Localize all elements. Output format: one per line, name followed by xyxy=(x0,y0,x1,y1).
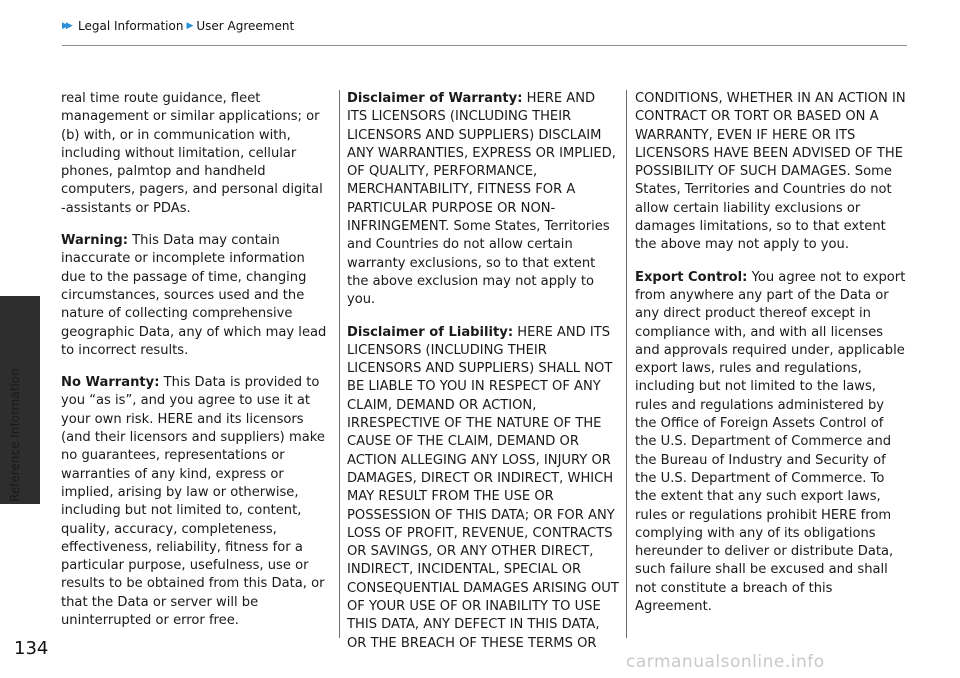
no-warranty-paragraph xyxy=(61,374,331,630)
export-control-paragraph xyxy=(635,269,907,617)
export-control-heading: Export Control: xyxy=(635,269,748,285)
warning-heading: Warning: xyxy=(61,233,129,249)
warning-text: This Data may contain inaccurate or incomplete information due to the passage of time, changing circumstances, sources used and the nature of collecting comprehensive geographic Data, any of which may lead to incorrect results. xyxy=(61,233,327,358)
text-column-3 xyxy=(635,90,907,630)
column-divider xyxy=(339,90,340,638)
paragraph-text: real time route guidance, fleet management or similar applications; or (b) with, or in communication with, including without limitation, cellular phones, palmtop and handheld computers, pagers, and personal digital -assistants or PDAs. xyxy=(61,91,323,216)
breadcrumb-item-user-agreement[interactable]: User Agreement xyxy=(196,19,295,33)
paragraph-text: CONDITIONS, WHETHER IN AN ACTION IN CONTRACT OR TORT OR BASED ON A WARRANTY, EVEN IF HERE OR ITS LICENSORS HAVE BEEN ADVISED OF THE POSSIBILITY OF SUCH DAMAGES. Some States, Territories and Countries do not allow certain liability exclusions or damages limitations, so to that extent the above may not apply to you. xyxy=(635,91,906,253)
page-number: 134 xyxy=(14,638,49,659)
breadcrumb xyxy=(62,19,294,33)
text-column-2 xyxy=(347,90,619,667)
disclaimer-warranty-text: HERE AND ITS LICENSORS (INCLUDING THEIR LICENSORS AND SUPPLIERS) DISCLAIM ANY WARRANTIES, EXPRESS OR IMPLIED, OF QUALITY, PERFORMANCE, MERCHANTABILITY, FITNESS FOR A PARTICULAR PURPOSE OR NON-INFRINGEMENT. Some States, Territories and Countries do not allow certain warranty exclusions, so to that extent the above exclusion may not apply to you. xyxy=(347,91,616,308)
paragraph xyxy=(61,90,331,218)
header-divider xyxy=(62,45,907,46)
column-divider xyxy=(626,90,627,638)
disclaimer-liability-paragraph xyxy=(347,324,619,653)
disclaimer-warranty-heading: Disclaimer of Warranty: xyxy=(347,91,523,106)
arrow-icon: ▶ xyxy=(186,21,194,31)
export-control-text: You agree not to export from anywhere any part of the Data or any direct product thereof except in compliance with, and with all licenses and approvals required under, applicable export laws, rules and regulations, including but not limited to the laws, rules and regulations administered by the Office of Foreign Assets Control of the U.S. Department of Commerce and the Bureau of Industry and Security of the U.S. Department of Commerce. To the extent that any such export laws, rules or regulations prohibit HERE from complying with any of its obligations hereunder to deliver or distribute Data, such failure shall be excused and shall not constitute a breach of this Agreement. xyxy=(635,269,906,615)
section-side-label: Reference Information xyxy=(8,368,22,502)
no-warranty-text: This Data is provided to you “as is”, and you agree to use it at your own risk. HERE and its licensors (and their licensors and suppliers) make no guarantees, representations or warranties of any kind, express or implied, arising by law or otherwise, including but not limited to, content, quality, accuracy, completeness, effectiveness, reliability, fitness for a particular purpose, usefulness, use or results to be obtained from this Data, or that the Data or server will be uninterrupted or error free. xyxy=(61,375,325,629)
disclaimer-liability-heading: Disclaimer of Liability: xyxy=(347,324,514,340)
disclaimer-liability-text: HERE AND ITS LICENSORS (INCLUDING THEIR LICENSORS AND SUPPLIERS) SHALL NOT BE LIABLE TO YOU IN RESPECT OF ANY CLAIM, DEMAND OR ACTION, IRRESPECTIVE OF THE NATURE OF THE CAUSE OF THE CLAIM, DEMAND OR ACTION ALLEGING ANY LOSS, INJURY OR DAMAGES, DIRECT OR INDIRECT, WHICH MAY RESULT FROM THE USE OR POSSESSION OF THIS DATA; OR FOR ANY LOSS OF PROFIT, REVENUE, CONTRACTS OR SAVINGS, OR ANY OTHER DIRECT, INDIRECT, INCIDENTAL, SPECIAL OR CONSEQUENTIAL DAMAGES ARISING OUT OF YOUR USE OF OR INABILITY TO USE THIS DATA, ANY DEFECT IN THIS DATA, OR THE BREACH OF THESE TERMS OR xyxy=(347,324,619,651)
watermark: carmanualsonline.info xyxy=(626,652,825,672)
paragraph xyxy=(635,90,907,255)
warning-paragraph xyxy=(61,232,331,360)
disclaimer-warranty-paragraph xyxy=(347,90,619,310)
double-arrow-icon: ▶▶ xyxy=(62,21,70,31)
breadcrumb-item-legal-information[interactable]: Legal Information xyxy=(78,19,184,33)
no-warranty-heading: No Warranty: xyxy=(61,375,160,391)
text-column-1 xyxy=(61,90,331,644)
